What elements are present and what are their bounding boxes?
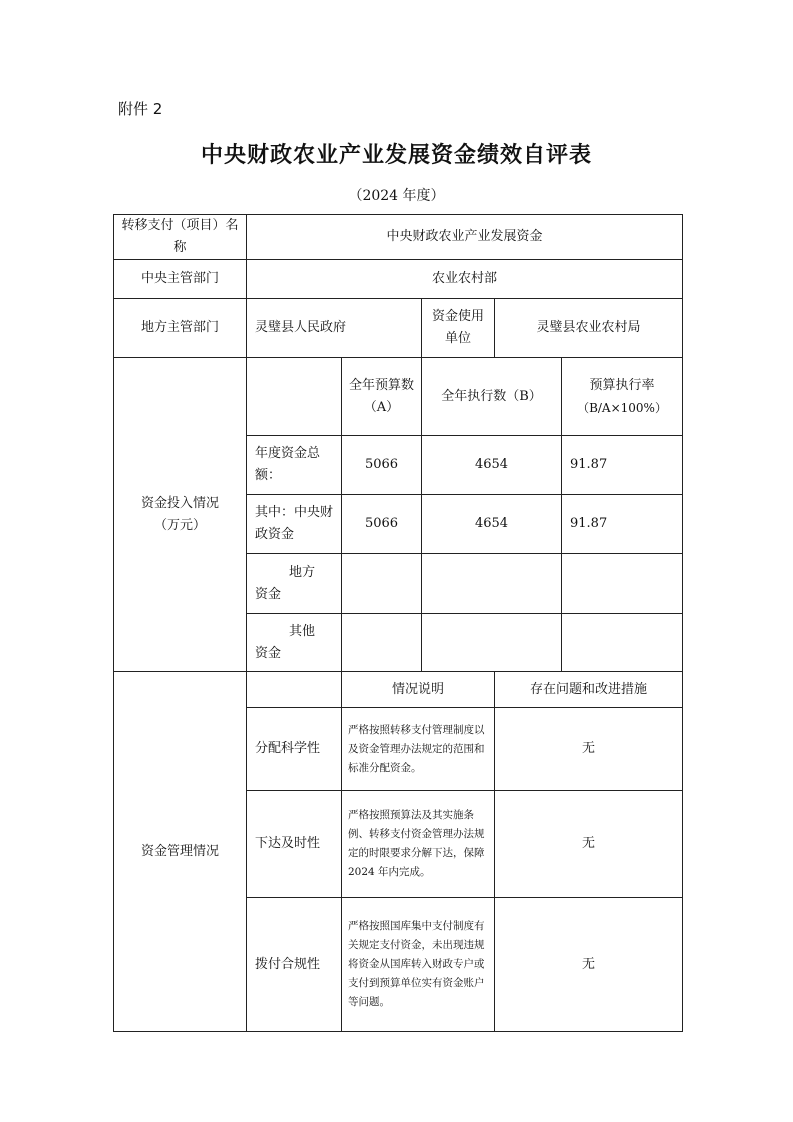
page-title: 中央财政农业产业发展资金绩效自评表 <box>200 143 592 168</box>
fund-row-label-line2: 资金 <box>255 586 282 602</box>
year-label: （2024 年度） <box>348 188 445 204</box>
fund-row-b <box>422 614 562 672</box>
col-rate-header-line1: 预算执行率 <box>589 377 655 393</box>
table-row <box>114 299 683 358</box>
col-issue-header: 存在问题和改进措施 <box>495 672 683 708</box>
fund-row-b <box>422 554 562 614</box>
fund-row-a: 5066 <box>342 495 422 554</box>
fund-row-label-line1: 地方 <box>289 564 316 580</box>
project-name-value: 中央财政农业产业发展资金 <box>247 215 683 260</box>
management-row-desc: 严格按照预算法及其实施条例、转移支付资金管理办法规定的时限要求分解下达，保障 2024 年内完成。 <box>342 791 495 898</box>
fund-row-label <box>247 614 342 672</box>
empty-cell <box>247 672 342 708</box>
fund-row-rate <box>562 554 683 614</box>
fund-row-label: 年度资金总额： <box>247 436 342 495</box>
col-rate-header-line2: （B/A×100%） <box>577 400 667 415</box>
fund-row-rate <box>562 614 683 672</box>
col-desc-header: 情况说明 <box>342 672 495 708</box>
fund-row-a: 5066 <box>342 436 422 495</box>
evaluation-table <box>113 214 683 1032</box>
central-dept-value: 农业农村部 <box>247 260 683 299</box>
management-row-issue: 无 <box>495 708 683 791</box>
attachment-label: 附件 2 <box>118 100 163 118</box>
table-row <box>114 260 683 299</box>
table-row <box>114 358 683 436</box>
fund-row-label-line1: 其他 <box>289 623 316 639</box>
management-row-label: 分配科学性 <box>247 708 342 791</box>
local-dept-value: 灵璧县人民政府 <box>247 299 422 358</box>
empty-cell <box>247 358 342 436</box>
funds-section-label <box>114 358 247 672</box>
fund-row-a <box>342 554 422 614</box>
fund-row-b: 4654 <box>422 436 562 495</box>
col-rate-header <box>562 358 683 436</box>
fund-row-a <box>342 614 422 672</box>
col-a-header: 全年预算数（A） <box>342 358 422 436</box>
user-unit-label: 资金使用单位 <box>422 299 495 358</box>
management-row-desc: 严格按照国库集中支付制度有关规定支付资金，未出现违规将资金从国库转入财政专户或支付到预算单位实有资金账户等问题。 <box>342 898 495 1032</box>
management-row-label: 拨付合规性 <box>247 898 342 1032</box>
fund-row-label: 其中：中央财政资金 <box>247 495 342 554</box>
table-row <box>114 215 683 260</box>
management-row-issue: 无 <box>495 791 683 898</box>
fund-row-rate: 91.87 <box>562 495 683 554</box>
management-row-issue: 无 <box>495 898 683 1032</box>
user-unit-value: 灵璧县农业农村局 <box>495 299 683 358</box>
fund-row-b: 4654 <box>422 495 562 554</box>
central-dept-label: 中央主管部门 <box>114 260 247 299</box>
management-section-label: 资金管理情况 <box>114 672 247 1032</box>
fund-row-label-line2: 资金 <box>255 645 282 661</box>
col-b-header: 全年执行数（B） <box>422 358 562 436</box>
funds-section-title: 资金投入情况 <box>140 495 219 511</box>
project-name-label: 转移支付（项目）名称 <box>114 215 247 260</box>
table-row <box>114 672 683 708</box>
management-row-label: 下达及时性 <box>247 791 342 898</box>
fund-row-label <box>247 554 342 614</box>
management-row-desc: 严格按照转移支付管理制度以及资金管理办法规定的范围和标准分配资金。 <box>342 708 495 791</box>
fund-row-rate: 91.87 <box>562 436 683 495</box>
funds-section-unit: （万元） <box>153 517 206 533</box>
local-dept-label: 地方主管部门 <box>114 299 247 358</box>
